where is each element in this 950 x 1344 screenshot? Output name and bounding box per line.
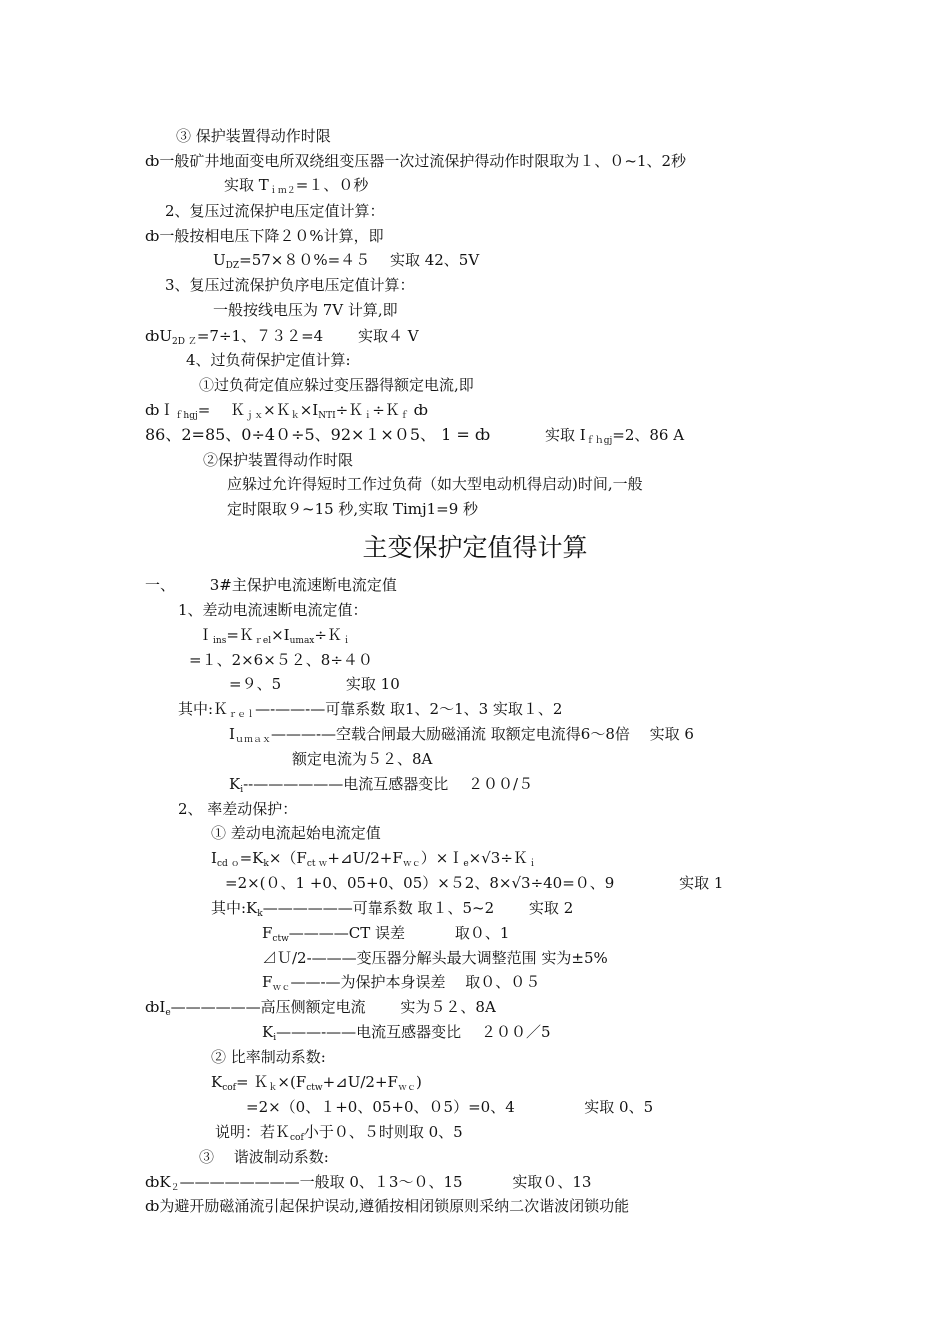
text-line: $U_{DZ}=57\times 80\%=45$ 实取 42、5V [213,251,480,271]
text-line: ȸ一般按相电压下降２０%计算，即 [145,227,384,245]
text-line: 应躲过允许得短时工作过负荷（如大型电动机得启动)时间,一般 [227,475,643,493]
text-line: ⊿Ｕ/2-———变压器分解头最大调整范围 实为±5% [262,949,608,967]
text-line: 一、 3#主保护电流速断电流定值 [145,576,397,594]
text-line: $K_{cof}=$ $K_k\times(F_{ctw}+⊿U/2+F_{wc})$ [211,1073,422,1093]
text-line: 实取 $T_{im2}=1$、０秒 [224,176,369,196]
text-line: ȸＩ$_{fhgj}$= $K_{jx}\times K_k\times I_{NTI}\div K_i\div K_f$ ȸ [145,401,429,421]
text-line: $K_i———-——$电流互感器变比 ２００／5 [262,1023,551,1043]
text-line: =９、5 实取 10 [229,675,400,693]
text-line: ① 差动电流起始电流定值 [211,824,381,842]
text-line: 其中$:K_k——————$可靠系数 取１、5~2 实取 2 [211,899,574,919]
text-line: $I_{umax}———-—$空载合闸最大励磁涌流 取额定电流得6～8倍 实取 6 [229,725,694,745]
text-line: $I_{ins}=K_{rel}\times I_{umax}\div K_i$ [198,626,351,646]
text-line: 其中:Ｋ$_{rel}$—-——-—可靠系数 取1、2～1、3 实取１、2 [178,700,563,720]
text-line: =2×(０、1 +0、05+0、05）×５2、8×√3÷40=０、9 实取 1 [225,874,724,892]
text-line: 4、过负荷保护定值计算: [186,351,351,369]
text-line: 说明：若Ｋ$_{cof}$小于０、５时则取 0、5 [215,1123,463,1143]
text-line: $K_i--——————$电流互感器变比 ２００/５ [229,775,534,795]
text-line: ②保护装置得动作时限 [203,451,354,469]
text-line: 额定电流为５２、8A [292,750,433,768]
text-line: 1、差动电流速断电流定值： [178,601,368,619]
text-line: 86、2=85、0÷4０÷5、92×１×０5、 1 = ȸ [145,425,491,444]
text-line: ȸ为避开励磁涌流引起保护误动,遵循按相闭锁原则采纳二次谐波闭锁功能 [145,1197,630,1215]
text-line: ①过负荷定值应躲过变压器得额定电流,即 [199,376,474,394]
text-line: =2×（0、１+0、05+0、０5）=0、4 实取 0、5 [246,1098,654,1116]
text-line: ② 比率制动系数: [211,1048,326,1066]
text-line: $ȸU_{2D Z}=7\div 1$、７３２=4 实取４ V [145,327,419,347]
text-line: ȸ一般矿井地面变电所双绕组变压器一次过流保护得动作时限取为１、０~1、2秒 [145,152,687,170]
text-line: $F_{ctw}————CT$ 误差 取０、1 [262,924,510,944]
text-line: $ȸI_e——————$高压侧额定电流 实为５２、8A [145,998,496,1018]
text-line: 2、复压过流保护电压定值计算： [165,202,385,220]
text-line: 定时限取９~15 秒,实取 Timj1=9 秒 [227,500,479,518]
text-line: $ȸK_2————————$一般取 0、１3～０、15 实取０、13 [145,1173,592,1193]
text-line: 2、 率差动保护： [178,800,298,818]
text-line: 3、复压过流保护负序电压定值计算： [165,276,415,294]
text-line: $F_{wc}——-—$为保护本身误差 取０、０５ [262,973,541,993]
section-title: 主变保护定值得计算 [362,533,588,562]
text-line: $I_{cd o}=K_k\times(F_{ct w}+⊿U/2+F_{wc})\times I_e\times√3\div K_i$ [211,849,537,869]
text-line: 一般按线电压为 7V 计算,即 [213,301,398,319]
text-line: 实取 $I_{fhgj}=2$、86 A [545,426,685,446]
text-line: ③ 谐波制动系数: [199,1148,329,1166]
text-line: ③ 保护装置得动作时限 [176,127,331,145]
text-line: =１、2×6×５２、8÷４０ [189,651,373,669]
